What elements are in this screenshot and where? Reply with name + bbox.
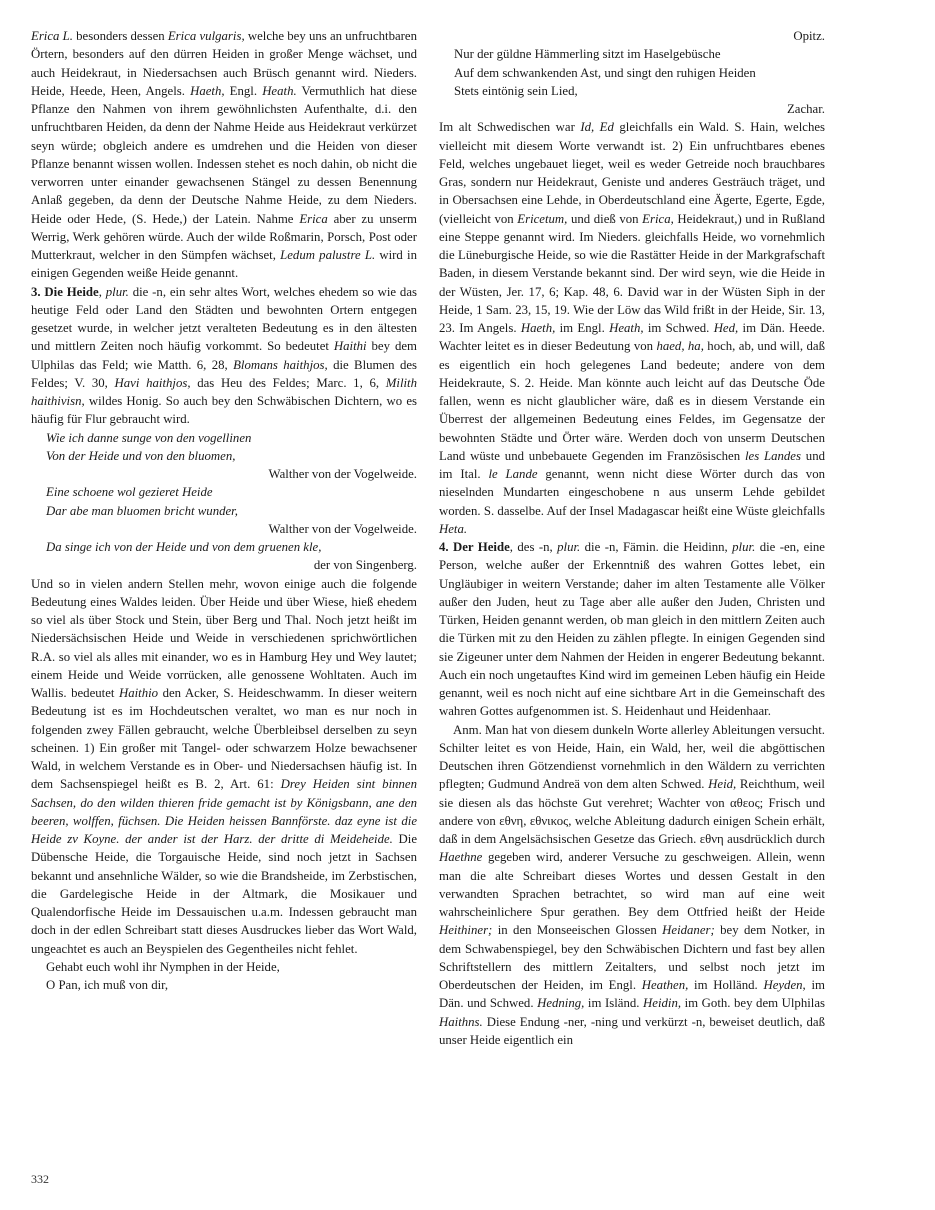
verse-line: Von der Heide und von den bluomen, <box>46 448 236 463</box>
headword: 4. Der Heide <box>439 540 510 554</box>
left-column <box>31 27 417 994</box>
verse-line: Dar abe man bluomen bricht wunder, <box>46 503 238 518</box>
paragraph-unfruchtbares-feld: Im alt Schwedischen war Id, Ed gleichfalls ein Wald. S. Hain, welches vielleicht mit diesem Worte verwandt ist. 2) Ein unfruchtbares ebenes Feld, welches ungebauet lieget, weil es weder Getreide noch brauchbares Gras, sondern nur Heidekraut, Geniste und anderes Gesträuch träget, und in Obersachsen eine Lehde, in Oberdeutschland eine Ägerte, Egerte, Egde, (vielleicht von Ericetum, und dieß von Erica, Heidekraut,) und in Rußland eine Steppe genannt wird. Im Nieders. gleichfalls Heide, wo vornehmlich die Lüneburgische Heide, so wie die Rastätter Heide in der Markgrafschaft Baden, in diesem Verstande bekannt sind. Der wird seyn, wie die Heide in der Wüsten, Jer. 17, 6; Kap. 48, 6. David war in der Wüsten Siph in der Heide, 1 Sam. 23, 15, 19. Wie der Löw das Wild frißt in der Heide, Sir. 13, 23. Im Angels. Haeth, im Engl. Heath, im Schwed. Hed, im Dän. Heede. Wachter leitet es in dieser Bedeutung von haed, ha, hoch, ab, und will, daß es eigentlich ein hoch gelegenes Land bedeute; andere von dem Heidekraute, S. 2. Heide. Man könnte auch leicht auf das Deutsche Öde fallen, wenn es nicht glaublicher wäre, daß es in diesem Verstande ein Überrest der allgemeinen Bedeutung eines Feldes, im Gegensatze der bewohnten Städte und Örter wäre. Werden doch von unserm Deutschen Land wüste und unbebauete Gegenden im Französischen les Landes und im Ital. le Lande genannt, wenn nicht diese Wörter durch das von nieselnden Mundarten eingeschobene n aus unserm Lehde gebildet worden. S. dasselbe. Auf der Insel Madagascar heißt eine Wüste gleichfalls Heta. <box>439 120 826 536</box>
paragraph-wald: Und so in vielen andern Stellen mehr, wovon einige auch die folgende Bedeutung eines Waldes leiden. Über Heide und über Wiese, hieß ehedem so viel als über Stock und Stein, über Berg und Thal. Noch jetzt heißt im Niedersächsischen Heide und Weide in verschiedenen sprichwörtlichen R.A. so viel als alles mit einander, wo es in Hamburg Hey und Wey lautet; einem Heide und Weide vorrücken, alle genossene Wohltaten. Auch im Wallis. bedeutet Haithio den Acker, S. Heideschwamm. In dieser weitern Bedeutung ist es im Hochdeutschen veraltet, wo man es nur noch in folgenden zwey Fällen gebraucht, welche Überbleibsel derselben zu seyn scheinen. 1) Ein großer mit Tangel- oder schwarzem Holze bewachsener Wald, in welchem Verstande es in Ober- und Niedersachsen häufig ist. In dem Sachsenspiegel heißt es B. 2, Art. 61: Drey Heiden sint binnen Sachsen, do den wilden thieren fride gemacht ist by Königsbann, ane den beeren, wolffen, füchsen. Die Heiden heissen Bannförste. daz eyne ist die Heide zv Koyne. der ander ist der Harz. der dritte di Meideheide. Die Dübensche Heide, die Torgauische Heide, sind noch jetzt in Sachsen bekannt und ansehnliche Wälder, so wie die Brandsheide, im Zerbstischen, die Gardelegische Heide in der Altmark, die Mosikauer und Qualendorfische Heide im Dessauischen u.a.m. Indessen gebraucht man doch in der edlen Schreibart statt dieses Ausdruckes lieber das Wort Wald, ungeachtet es auch an Beyspielen des Gegentheiles nicht fehlet. <box>31 576 417 956</box>
verse-attribution: Zachar. <box>786 102 825 116</box>
annotation-paragraph: Anm. Man hat von diesem dunkeln Worte allerley Ableitungen versucht. Schilter leitet es von Heide, Hain, ein Wald, her, weil die abgöttischen Deutschen ihren Götzendienst vornehmlich in den Wäldern zu verrichten pflegten; Gudmund Andreä von dem alten Schwed. Heid, Reichthum, weil sie diesen als das höchste Gut verehret; Wachter von αθεος; Frisch und andere von εθνη, εθνικος, welche Ableitung dadurch einigen Schein erhält, daß in dem Angelsächsischen Gesetze das Griech. εθνη ausdrücklich durch Haethne gegeben wird, anderer Versuche zu geschweigen. Allein, wenn man die alte Schreibart dieses Wortes und dessen Gestalt in den verwandten Sprachen betrachtet, so wird man auf eine weit wahrscheinlichere Spur gerathen. Bey dem Ottfried heißt der Heide Heithiner; in den Monseeischen Glossen Heidaner; bey dem Notker, in dem Schwabenspiegel, bey den Schwäbischen Dichtern und fast bey allen Schriftstellern des mittlern Zeitalters, und selbst noch jetzt im Oberdeutschen der Heiden, im Engl. Heathen, im Holländ. Heyden, im Dän. und Schwed. Hedning, im Isländ. Heidin, im Goth. bey dem Ulphilas Haithns. Diese Endung -ner, -ning und verkürzt -n, beweiset deutlich, daß unser Heide eigentlich ein <box>439 722 826 1047</box>
verse-line: Da singe ich von der Heide und von dem gruenen kle, <box>46 540 322 554</box>
verse-line: Wie ich danne sunge von den vogellinen <box>46 430 252 445</box>
entry-4-heide-person: 4. Der Heide, des -n, plur. die -n, Fämin. die Heidinn, plur. die -en, eine Person, welche außer der Erkenntniß des wahren Gottes lebet, ein Ungläubiger in weitern Verstande; daher im alten Testamente alle Völker außer den Juden, heut zu Tage aber alle außer den Juden, Christen und Türken, Heiden genannt werden, ob man gleich in den mittlern Zeiten auch die Türken mit zu den Heiden zu zählen pflegte. In einigen Gegenden sind sie Zigeuner unter dem Nahmen der Heiden in engerer Bedeutung bekannt. Auch ein noch ungetauftes Kind wird im gemeinen Leben häufig ein Heide genannt, weil es noch nicht auf eine sichtbare Art in die Gemeinschaft des wahren Gottes aufgenommen ist. S. Heidenhaut und Heidenhaar. <box>439 540 825 719</box>
headword: 3. Die Heide <box>31 284 99 299</box>
verse-line: O Pan, ich muß von dir, <box>46 978 169 992</box>
verse-line: Auf dem schwankenden Ast, und singt den ruhigen Heiden <box>454 65 756 80</box>
page-number: 332 <box>31 1172 49 1186</box>
verse-line: Eine schoene wol gezieret Heide <box>46 485 213 500</box>
right-column <box>439 27 825 1049</box>
verse-line: Stets eintönig sein Lied, <box>454 83 578 98</box>
verse-line: Nur der güldne Hämmerling sitzt im Haselgebüsche <box>454 47 721 62</box>
erica-paragraph: Erica L. besonders dessen Erica vulgaris, welche bey uns an unfruchtbaren Örtern, besonders auf den dürren Heiden in großer Menge wächset, und auch Heidekraut, in Niedersachsen auch Brüsch genannt wird. Nieders. Heide, Heede, Heen, Angels. Haeth, Engl. Heath. Vermuthlich hat diese Pflanze den Nahmen von ihrem gewöhnlichsten Aufenthalte, d.i. den unfruchtbaren Heiden, da denn der Nahme Heide aus Heidekraut verkürzet seyn würde; obgleich andere es umdrehen und die Heiden von dieser Pflanze benannt wissen wollen. Indessen stehet es noch dahin, ob nicht die verworren unter einander gewachsenen Stängel zu dessen Benennung Anlaß gegeben, da denn der Deutsche Nahme Heide, zu dem Nieders. Heide oder Hede, (S. Hede,) der Latein. Nahme Erica aber zu unserm Werrig, Werk gehören würde. Auch der wilde Roßmarin, Porsch, Post oder Mutterkraut, welcher in den Sümpfen wächset, Ledum palustre L. wird in einigen Gegenden weiße Heide genannt. <box>31 29 417 281</box>
verse-attribution: der von Singenberg. <box>313 558 417 573</box>
verse-attribution: Walther von der Vogelweide. <box>268 467 417 481</box>
entry-3-heide-feld: 3. Die Heide, plur. die -n, ein sehr altes Wort, welches ehedem so wie das heutige Feld oder Land den Städten und bewohnten Ortern entgegen gesetzet wurde, in welcher jetzt veralteten Bedeutung es in den ältesten und mittlern Zeiten noch häufig vorkommt. So bedeutet Haithi bey dem Ulphilas das Feld; wie Matth. 6, 28, Blomans haithjos, die Blumen des Feldes; V. 30, Havi haithjos, das Heu des Feldes; Marc. 1, 6, Milith haithivisn, wildes Honig. So auch bey den Schwäbischen Dichtern, wo es häufig für Flur gebraucht wird. <box>31 284 418 427</box>
verse-attribution: Walther von der Vogelweide. <box>268 521 417 536</box>
verse-line: Gehabt euch wohl ihr Nymphen in der Heide, <box>46 959 280 974</box>
verse-attribution: Opitz. <box>793 29 825 43</box>
